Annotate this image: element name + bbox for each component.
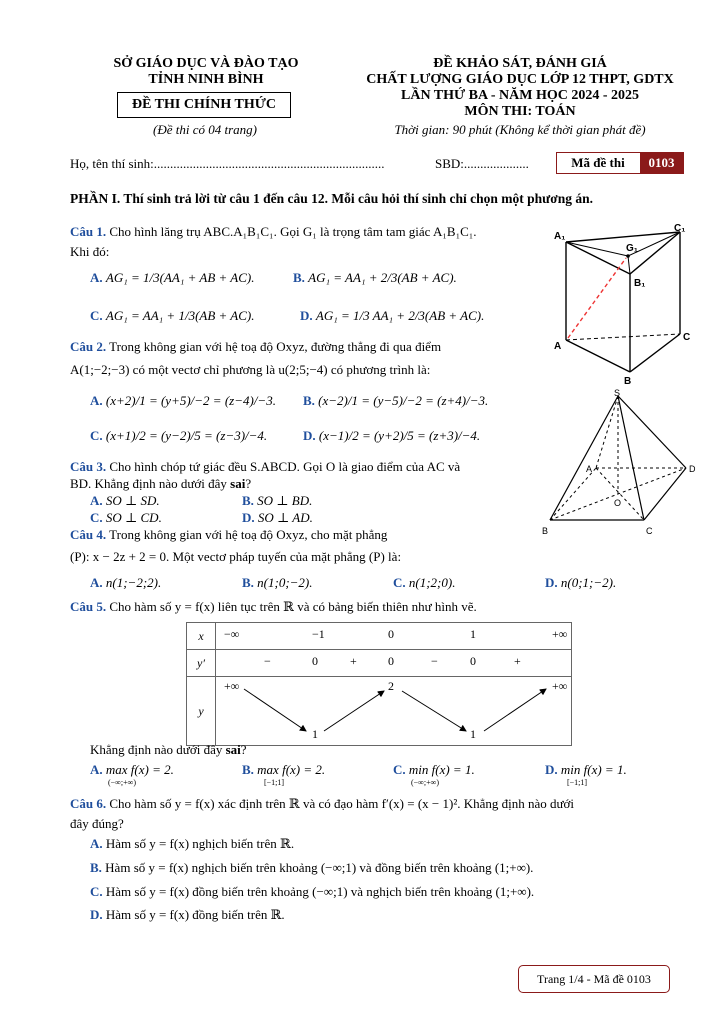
prism-label-c1: C₁ xyxy=(674,223,686,234)
official-exam-box: ĐỀ THI CHÍNH THỨC xyxy=(117,92,291,118)
subject: MÔN THI: TOÁN xyxy=(464,104,576,119)
option-letter: B. xyxy=(90,860,102,875)
q3-label: Câu 3. xyxy=(70,459,107,474)
option-subscript: [−1;1] xyxy=(567,778,588,787)
q5-option-d[interactable] xyxy=(545,762,627,787)
q3-option-c[interactable] xyxy=(90,510,162,526)
exam-title-1: ĐỀ KHẢO SÁT, ĐÁNH GIÁ xyxy=(433,56,607,71)
q4-option-d[interactable] xyxy=(545,575,616,591)
prism-label-a: A xyxy=(554,341,562,352)
exam-code-label: Mã đề thi xyxy=(571,155,625,170)
option-letter: D. xyxy=(545,762,558,777)
vt-yp-val: 0 xyxy=(312,654,318,668)
q5-question-c: ? xyxy=(240,742,247,757)
pyramid-label-d: D xyxy=(689,464,696,474)
prism-figure xyxy=(548,222,698,387)
option-text: AG₁ = 1/3(AA₁ + AB + AC). xyxy=(105,270,255,285)
vt-yp-val: − xyxy=(431,654,438,668)
q3-option-a[interactable] xyxy=(90,493,160,509)
dept-name: SỞ GIÁO DỤC VÀ ĐÀO TẠO xyxy=(113,56,299,71)
q2-stem xyxy=(70,339,540,355)
exam-code-box xyxy=(556,152,684,174)
option-text: Hàm số y = f(x) đồng biến trên ℝ. xyxy=(102,907,285,922)
option-subscript: (−∞;+∞) xyxy=(108,778,136,787)
option-text: n(0;1;−2). xyxy=(560,575,617,590)
q6-label: Câu 6. xyxy=(70,796,107,811)
option-letter: D. xyxy=(303,428,316,443)
q4-stem xyxy=(70,527,540,543)
section-text: Thí sinh trả lời từ câu 1 đến câu 12. Mỗi câu hỏi thí sinh chỉ chọn một phương án. xyxy=(120,191,593,206)
pyramid-label-b: B xyxy=(542,526,549,536)
q6-option-c[interactable] xyxy=(90,884,534,900)
pyramid-label-a: A xyxy=(586,464,593,474)
vt-x-val: −∞ xyxy=(224,627,240,641)
q4-option-b[interactable] xyxy=(242,575,313,591)
pyramid-label-s: S xyxy=(614,388,621,398)
option-text: AG₁ = AA₁ + 2/3(AB + AC). xyxy=(308,270,457,285)
option-text: Hàm số y = f(x) nghịch biến trên ℝ. xyxy=(102,836,295,851)
option-letter: B. xyxy=(242,575,254,590)
option-text: max f(x) = 2. xyxy=(105,762,174,777)
pyramid-figure xyxy=(540,388,705,538)
q1-option-c[interactable] xyxy=(90,308,255,324)
q3-text2a: BD. Khẳng định nào dưới đây xyxy=(70,476,231,491)
q3-text2b: sai xyxy=(230,476,246,491)
q5-option-c[interactable] xyxy=(393,762,475,787)
option-text: min f(x) = 1. xyxy=(408,762,475,777)
option-letter: A. xyxy=(90,270,103,285)
option-text: (x−1)/2 = (y+2)/5 = (z+3)/−4. xyxy=(318,428,481,443)
q4-option-c[interactable] xyxy=(393,575,455,591)
q5-question-b: sai xyxy=(225,742,241,757)
option-letter: C. xyxy=(393,575,406,590)
q5-text: Cho hàm số y = f(x) liên tục trên ℝ và có bảng biến thiên như hình vẽ. xyxy=(106,599,477,614)
option-letter: B. xyxy=(303,393,315,408)
option-letter: D. xyxy=(90,907,103,922)
option-text: n(1;0;−2). xyxy=(257,575,313,590)
vt-yp-row xyxy=(216,650,572,677)
q3-option-d[interactable] xyxy=(242,510,313,526)
option-text: (x−2)/1 = (y−5)/−2 = (z+4)/−3. xyxy=(318,393,489,408)
vt-x-row xyxy=(216,623,572,650)
q6-option-d[interactable] xyxy=(90,907,285,923)
option-letter: C. xyxy=(90,884,103,899)
q4-text: Trong không gian với hệ toạ độ Oxyz, cho mặt phẳng xyxy=(106,527,388,542)
q1-label: Câu 1. xyxy=(70,224,107,239)
option-letter: C. xyxy=(90,510,103,525)
option-text: SO ⊥ BD. xyxy=(257,493,313,508)
q6-option-b[interactable] xyxy=(90,860,533,876)
pages-note: (Đề thi có 04 trang) xyxy=(153,122,257,137)
q6-option-a[interactable] xyxy=(90,836,294,852)
q5-option-a[interactable] xyxy=(90,762,174,787)
variation-table xyxy=(186,622,572,746)
q2-stem-2: A(1;−2;−3) có một vectơ chỉ phương là u(2;5;−4) có phương trình là: xyxy=(70,362,431,377)
option-letter: A. xyxy=(90,762,103,777)
q5-option-b[interactable] xyxy=(242,762,325,787)
option-subscript: (−∞;+∞) xyxy=(411,778,439,787)
vt-x-label: x xyxy=(187,623,216,650)
q3-text: Cho hình chóp tứ giác đều S.ABCD. Gọi O là giao điểm của AC và xyxy=(106,459,461,474)
option-letter: D. xyxy=(300,308,313,323)
option-letter: D. xyxy=(545,575,558,590)
vt-yp-label: y′ xyxy=(187,650,216,677)
vt-x-val: 0 xyxy=(388,627,394,641)
option-subscript: [−1;1] xyxy=(264,778,285,787)
q1-stem xyxy=(70,224,540,240)
option-text: max f(x) = 2. xyxy=(257,762,326,777)
q5-stem xyxy=(70,599,477,615)
pyramid-label-c: C xyxy=(646,526,653,536)
q1-option-d[interactable] xyxy=(300,308,484,324)
prism-label-b1: B₁ xyxy=(634,278,646,289)
exam-title-3: LẦN THỨ BA - NĂM HỌC 2024 - 2025 xyxy=(401,88,639,103)
q2-label: Câu 2. xyxy=(70,339,107,354)
vt-y-val: +∞ xyxy=(552,679,568,693)
q6-stem xyxy=(70,796,574,812)
q2-option-c[interactable] xyxy=(90,428,267,444)
option-letter: C. xyxy=(90,428,103,443)
option-text: n(1;−2;2). xyxy=(105,575,162,590)
q2-text: Trong không gian với hệ toạ độ Oxyz, đường thẳng đi qua điểm xyxy=(106,339,442,354)
candidate-name-label: Họ, tên thí sinh:....................................................................... xyxy=(70,156,385,171)
option-text: (x+1)/2 = (y−2)/5 = (z−3)/−4. xyxy=(105,428,268,443)
section-instructions xyxy=(70,191,593,207)
option-text: SO ⊥ AD. xyxy=(257,510,313,525)
q1-option-a[interactable] xyxy=(90,270,255,286)
vt-yp-val: 0 xyxy=(470,654,476,668)
section-part: PHẦN I. xyxy=(70,191,121,206)
prism-label-a1: A₁ xyxy=(554,231,566,242)
option-text: min f(x) = 1. xyxy=(560,762,627,777)
option-letter: C. xyxy=(90,308,103,323)
q2-option-b[interactable] xyxy=(303,393,488,409)
option-text: Hàm số y = f(x) nghịch biến trên khoảng (−∞;1) và đồng biến trên khoảng (1;+∞). xyxy=(101,860,534,875)
option-text: Hàm số y = f(x) đồng biến trên khoảng (−∞;1) và nghịch biến trên khoảng (1;+∞). xyxy=(102,884,535,899)
q3-stem-2 xyxy=(70,476,540,492)
vt-yp-val: + xyxy=(514,654,521,668)
q3-stem xyxy=(70,459,540,475)
q5-question-a: Khẳng định nào dưới đây xyxy=(90,742,226,757)
vt-arrows xyxy=(216,677,572,743)
q6-text: Cho hàm số y = f(x) xác định trên ℝ và có đạo hàm f′(x) = (x − 1)². Khẳng định nào dưới xyxy=(106,796,575,811)
q4-option-a[interactable] xyxy=(90,575,161,591)
q1-stem-2: Khi đó: xyxy=(70,244,110,259)
option-text: AG₁ = 1/3 AA₁ + 2/3(AB + AC). xyxy=(315,308,485,323)
option-letter: D. xyxy=(242,510,255,525)
vt-x-val: −1 xyxy=(312,627,325,641)
q4-stem-2: (P): x − 2z + 2 = 0. Một vectơ pháp tuyến của mặt phẳng (P) là: xyxy=(70,549,402,564)
prism-label-b: B xyxy=(624,376,632,387)
q4-label: Câu 4. xyxy=(70,527,107,542)
exam-code-value: 0103 xyxy=(640,153,683,173)
q1-text: Cho hình lăng trụ ABC.A₁B₁C₁. Gọi G₁ là trọng tâm tam giác A₁B₁C₁. xyxy=(106,224,477,239)
vt-x-val: +∞ xyxy=(552,627,568,641)
exam-title-2: CHẤT LƯỢNG GIÁO DỤC LỚP 12 THPT, GDTX xyxy=(366,72,674,87)
option-text: AG₁ = AA₁ + 1/3(AB + AC). xyxy=(105,308,255,323)
vt-y-label: y xyxy=(187,677,216,746)
vt-yp-val: 0 xyxy=(388,654,394,668)
q3-text2c: ? xyxy=(245,476,252,491)
option-letter: A. xyxy=(90,836,103,851)
page-footer: Trang 1/4 - Mã đề 0103 xyxy=(518,965,670,993)
vt-y-val: 2 xyxy=(388,679,394,693)
option-text: SO ⊥ SD. xyxy=(105,493,160,508)
option-text: SO ⊥ CD. xyxy=(105,510,162,525)
option-letter: B. xyxy=(293,270,305,285)
q5-question xyxy=(90,742,247,758)
q2-option-a[interactable] xyxy=(90,393,276,409)
q1-option-b[interactable] xyxy=(293,270,457,286)
vt-yp-val: − xyxy=(264,654,271,668)
option-letter: B. xyxy=(242,762,254,777)
option-letter: A. xyxy=(90,575,103,590)
option-letter: A. xyxy=(90,493,103,508)
q5-label: Câu 5. xyxy=(70,599,107,614)
q6-stem-2: đây đúng? xyxy=(70,816,124,831)
sbd-label: SBD:.................... xyxy=(435,156,529,171)
vt-y-val: +∞ xyxy=(224,679,240,693)
option-text: (x+2)/1 = (y+5)/−2 = (z−4)/−3. xyxy=(105,393,276,408)
option-letter: C. xyxy=(393,762,406,777)
vt-x-val: 1 xyxy=(470,627,476,641)
option-text: n(1;2;0). xyxy=(408,575,456,590)
option-letter: B. xyxy=(242,493,254,508)
vt-y-val: 1 xyxy=(470,727,476,741)
vt-yp-val: + xyxy=(350,654,357,668)
q2-option-d[interactable] xyxy=(303,428,480,444)
vt-y-val: 1 xyxy=(312,727,318,741)
prism-label-g1: G₁ xyxy=(626,243,638,254)
time-note: Thời gian: 90 phút (Không kể thời gian phát đề) xyxy=(394,122,646,137)
option-letter: A. xyxy=(90,393,103,408)
vt-y-row xyxy=(216,677,572,746)
prism-label-c: C xyxy=(683,332,691,343)
pyramid-label-o: O xyxy=(614,498,622,508)
q3-option-b[interactable] xyxy=(242,493,312,509)
province-name: TỈNH NINH BÌNH xyxy=(148,72,264,87)
